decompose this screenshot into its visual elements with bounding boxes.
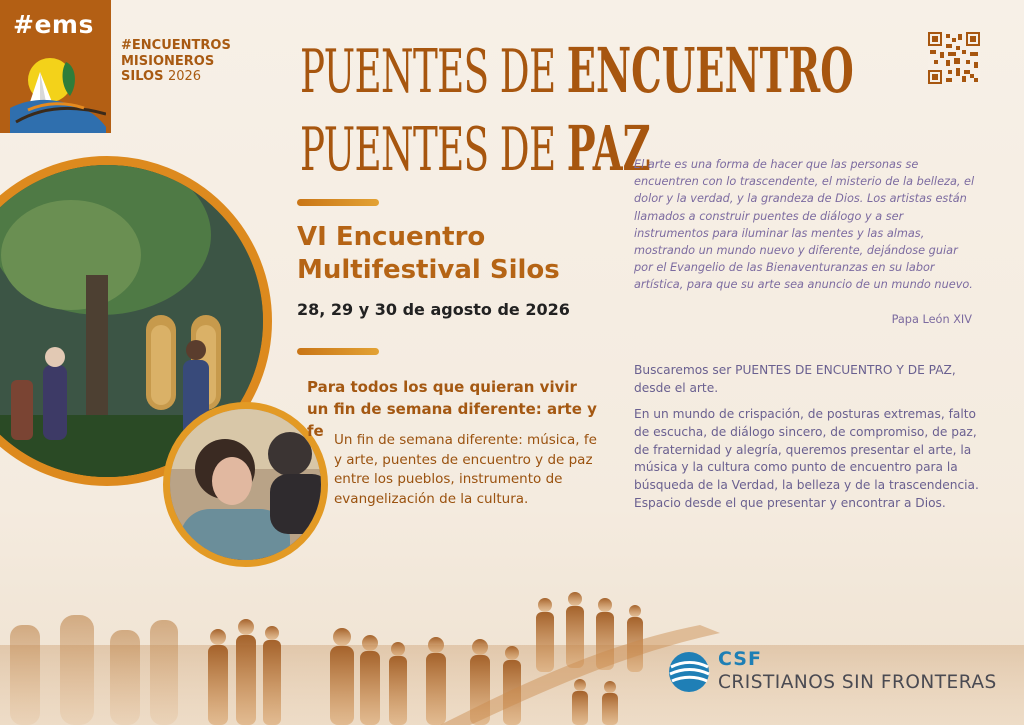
audience-photo: [163, 402, 328, 567]
title-line2-bold: PAZ: [566, 112, 651, 185]
quote-author: Papa León XIV: [891, 313, 972, 326]
subtitle-line2: Multifestival Silos: [297, 255, 560, 285]
event-tag-year: 2026: [167, 69, 202, 84]
event-subtitle: [297, 221, 560, 287]
csf-globe-icon: [668, 651, 710, 693]
ems-hashtag: #ems: [13, 10, 94, 39]
ems-logo: [0, 0, 111, 133]
qr-code-icon[interactable]: [928, 32, 980, 84]
mission-statement: Buscaremos ser PUENTES DE ENCUENTRO Y DE PAZ, desde el arte.: [634, 363, 956, 395]
sponsor-abbreviation: CSF: [718, 648, 762, 670]
title-line1-bold: ENCUENTRO: [566, 34, 854, 107]
accent-bar-middle: [297, 348, 379, 355]
ems-landscape-icon: [10, 52, 106, 133]
pope-quote: El arte es una forma de hacer que las personas se encuentren con lo trascendente, el misterio de la belleza, el dolor y la verdad, y la grandeza de Dios. Los artistas están llamados a construir puentes de diálogo y a ser instrumentos para iluminar las mentes y las almas, mostrando un mundo nuevo y diferente, dejándose guiar por el Evangelio de las Bienaventuranzas en su labor artística, para que su arte sea anuncio de un mundo nuevo.: [634, 158, 975, 292]
title-line1-light: PUENTES DE: [300, 37, 567, 107]
subtitle-line1: VI Encuentro: [297, 222, 486, 252]
crowd-silhouette: [0, 575, 1024, 725]
event-hashtag-block: [121, 38, 231, 85]
mission-body: En un mundo de crispación, de posturas extremas, falto de escucha, de diálogo sincero, de compromiso, de paz, de fraternidad y alegría, queremos presentar el arte, la música y la cultura como punto de encuentro para la búsqueda de la Verdad, la belleza y de la trascendencia. Espacio desde el que presentar y encontrar a Dios.: [634, 407, 979, 510]
title-line2-light: PUENTES DE: [300, 115, 567, 185]
event-tag-place: SILOS: [121, 69, 164, 84]
event-description: Un fin de semana diferente: música, fe y arte, puentes de encuentro y de paz entre los pueblos, instrumento de evangelización de la cultura.: [334, 432, 597, 507]
event-tag-line1: #ENCUENTROS: [121, 38, 231, 53]
event-dates: 28, 29 y 30 de agosto de 2026: [297, 300, 570, 319]
accent-bar-top: [297, 199, 379, 206]
event-tag-line2: MISIONEROS: [121, 53, 215, 69]
sponsor-name: CRISTIANOS SIN FRONTERAS: [718, 672, 997, 693]
audience-heading: Para todos los que quieran vivir un fin de semana diferente: arte y fe: [307, 378, 597, 440]
